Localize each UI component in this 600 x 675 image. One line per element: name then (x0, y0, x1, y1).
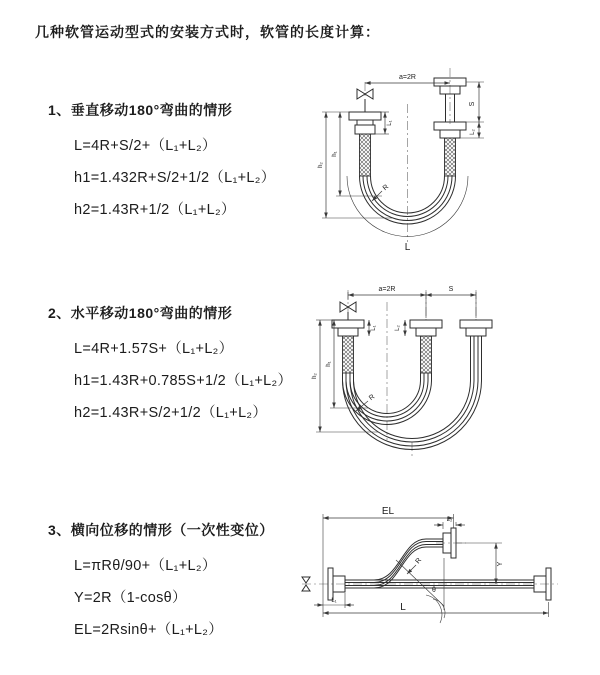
formula-3-EL: EL=2Rsinθ+（L₁+L₂） (74, 622, 224, 638)
dim-label-theta: θ (432, 587, 436, 594)
formula-1-L: L=4R+S/2+（L₁+L₂） (74, 138, 217, 154)
dim-label-l: L (400, 602, 406, 613)
lateral-displacement-diagram (298, 498, 600, 670)
dim-label-h2: h₂ (318, 162, 324, 168)
dim-label-h2: h₂ (312, 373, 318, 379)
formula-1-h2: h2=1.43R+1/2（L₁+L₂） (74, 202, 236, 218)
section-2-heading: 2、水平移动180°弯曲的情形 (48, 305, 233, 321)
dim-label-l2: L₂ (470, 129, 476, 135)
right-fitting (460, 320, 492, 336)
dim-label-a2r: a=2R (399, 74, 416, 81)
dim-label-l1: L₁ (331, 598, 337, 604)
radius-leader (407, 565, 416, 574)
section-1-heading: 1、垂直移动180°弯曲的情形 (48, 102, 233, 118)
dim-label-l1: L₁ (387, 120, 393, 126)
formula-1-h1: h1=1.432R+S/2+1/2（L₁+L₂） (74, 170, 276, 186)
dim-label-a2r: a=2R (378, 286, 396, 293)
dim-label-l1: L₁ (371, 325, 377, 331)
formula-3-Y: Y=2R（1-cosθ） (74, 590, 187, 606)
dim-label-r: R (414, 556, 424, 566)
dim-label-l2: L₂ (446, 517, 453, 523)
section-horizontal-180 (48, 303, 318, 429)
hose-u-bend-primary (343, 373, 432, 425)
dim-label-el: EL (381, 506, 395, 517)
dim-label-r: R (381, 183, 391, 193)
dim-label-s: S (448, 286, 454, 293)
vertical-180-bend-diagram (312, 64, 552, 264)
section-vertical-180 (48, 100, 318, 226)
dim-label-h1: h₁ (332, 151, 338, 157)
braid-section (445, 138, 456, 176)
hose-u-bend-shifted (343, 336, 482, 450)
hose-s-curve (345, 539, 443, 588)
left-fitting (349, 112, 381, 176)
formula-2-h2: h2=1.43R+S/2+1/2（L₁+L₂） (74, 405, 268, 421)
page-title: 几种软管运动型式的安装方式时，软管的长度计算： (35, 24, 380, 40)
formula-2-L: L=4R+1.57S+（L₁+L₂） (74, 341, 234, 357)
formula-3-L: L=πRθ/90+（L₁+L₂） (74, 558, 217, 574)
braid-section (343, 336, 354, 373)
braid-section (421, 336, 432, 373)
valve-icon (357, 89, 373, 112)
dim-label-r: R (368, 393, 377, 403)
dim-label-y: Y (497, 561, 504, 567)
braid-section (360, 134, 371, 176)
dim-label-l2: L₂ (395, 325, 401, 331)
hose-u-bend (360, 176, 456, 224)
dim-label-h1: h₁ (326, 361, 332, 367)
middle-fitting (410, 320, 442, 373)
dim-label-s: S (469, 101, 476, 107)
horizontal-180-bend-diagram (306, 280, 598, 462)
section-3-heading: 3、横向位移的情形（一次性变位） (48, 522, 274, 538)
left-fitting (332, 320, 364, 373)
formula-2-h1: h1=1.43R+0.785S+1/2（L₁+L₂） (74, 373, 293, 389)
section-lateral-displacement (48, 520, 318, 646)
dim-label-l: L (404, 242, 411, 253)
